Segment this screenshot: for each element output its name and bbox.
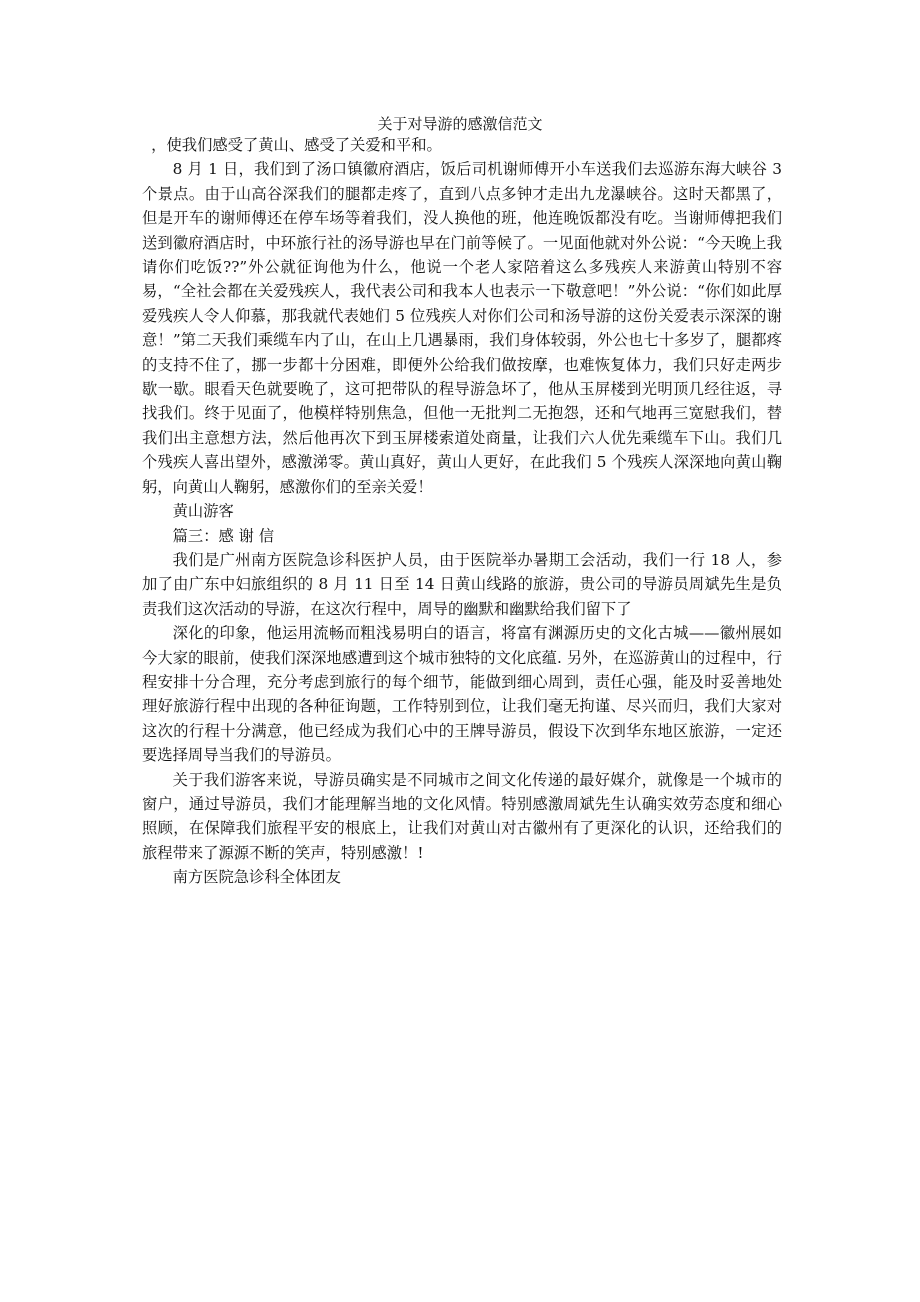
paragraph-hospital-intro: 我们是广州南方医院急诊科医护人员，由于医院举办暑期工会活动，我们一行 18 人，参加了由广东中妇旅组织的 8 月 11 日至 14 日黄山线路的旅游，贵公司的导游员周斌先生是负责我们这次活动的导游，在这次行程中，周导的幽默和幽默给我们留下了 — [142, 550, 782, 618]
section-heading-letter-three: 篇三：感 谢 信 — [172, 526, 275, 545]
paragraph-guide-impression: 深化的印象，他运用流畅而粗浅易明白的语言，将富有渊源历史的文化古城——徽州展如今大家的眼前，使我们深深地感遭到这个城市独特的文化底蕴. 另外，在巡游黄山的过程中，行程安排十分合理，充分考虑到旅行的每个细节，能做到细心周到，责任心强，能及时妥善地处理好旅游行程中出现的各种征询题，工作特别到位，让我们毫无拘谨、尽兴而归，我们大家对这次的行程十分满意，他已经成为我们心中的王牌导游员，假设下次到华东地区旅游，一定还要选择周导当我们的导游员。 — [142, 624, 782, 765]
document-title: 关于对导游的感激信范文 — [377, 115, 543, 133]
paragraph-opening: ，使我们感受了黄山、感受了关爱和平和。 — [151, 136, 442, 154]
document-body — [142, 133, 782, 890]
paragraph-guide-thanks: 关于我们游客来说，导游员确实是不同城市之间文化传递的最好媒介，就像是一个城市的窗户，通过导游员，我们才能理解当地的文化风情。特别感激周斌先生认确实效劳态度和细心照顾，在保障我们旅程平安的根底上，让我们对黄山对古徽州有了更深化的认识，还给我们的旅程带来了源源不断的笑声，特别感激！! — [142, 770, 782, 862]
signature-hospital-team: 南方医院急诊科全体团友 — [172, 868, 341, 887]
paragraph-huangshan-story: 8 月 1 日，我们到了汤口镇徽府酒店，饭后司机谢师傅开小车送我们去巡游东海大峡谷 3 个景点。由于山高谷深我们的腿都走疼了，直到八点多钟才走出九龙瀑峡谷。这时天都黑了，但是开车的谢师傅还在停车场等着我们，没人换他的班，他连晚饭都没有吃。当谢师傅把我们送到徽府酒店时，中环旅行社的汤导游也早在门前等候了。一见面他就对外公说：“今天晚上我请你们吃饭??”外公就征询他为什么，他说一个老人家陪着这么多残疾人来游黄山特别不容易，“全社会都在关爱残疾人，我代表公司和我本人也表示一下敬意吧！”外公说：“你们如此厚爱残疾人令人仰慕，那我就代表她们 5 位残疾人对你们公司和汤导游的这份关爱表示深深的谢意！”第二天我们乘缆车内了山，在山上几遇暴雨，我们身体较弱，外公也七十多岁了，腿都疼的支持不住了，挪一步都十分困难，即便外公给我们做按摩，也难恢复体力，我们只好走两步歇一歇。眼看天色就要晚了，这可把带队的程导游急坏了，他从玉屏楼到光明顶几经往返，寻找我们。终于见面了，他模样特别焦急，但他一无批判二无抱怨，还和气地再三宽慰我们，替我们出主意想方法，然后他再次下到玉屏楼索道处商量，让我们六人优先乘缆车下山。我们几个残疾人喜出望外，感激涕零。黄山真好，黄山人更好，在此我们 5 个残疾人深深地向黄山鞠躬，向黄山人鞠躬，感激你们的至亲关爱！ — [142, 160, 782, 496]
signature-huangshan-visitor: 黄山游客 — [172, 502, 234, 521]
